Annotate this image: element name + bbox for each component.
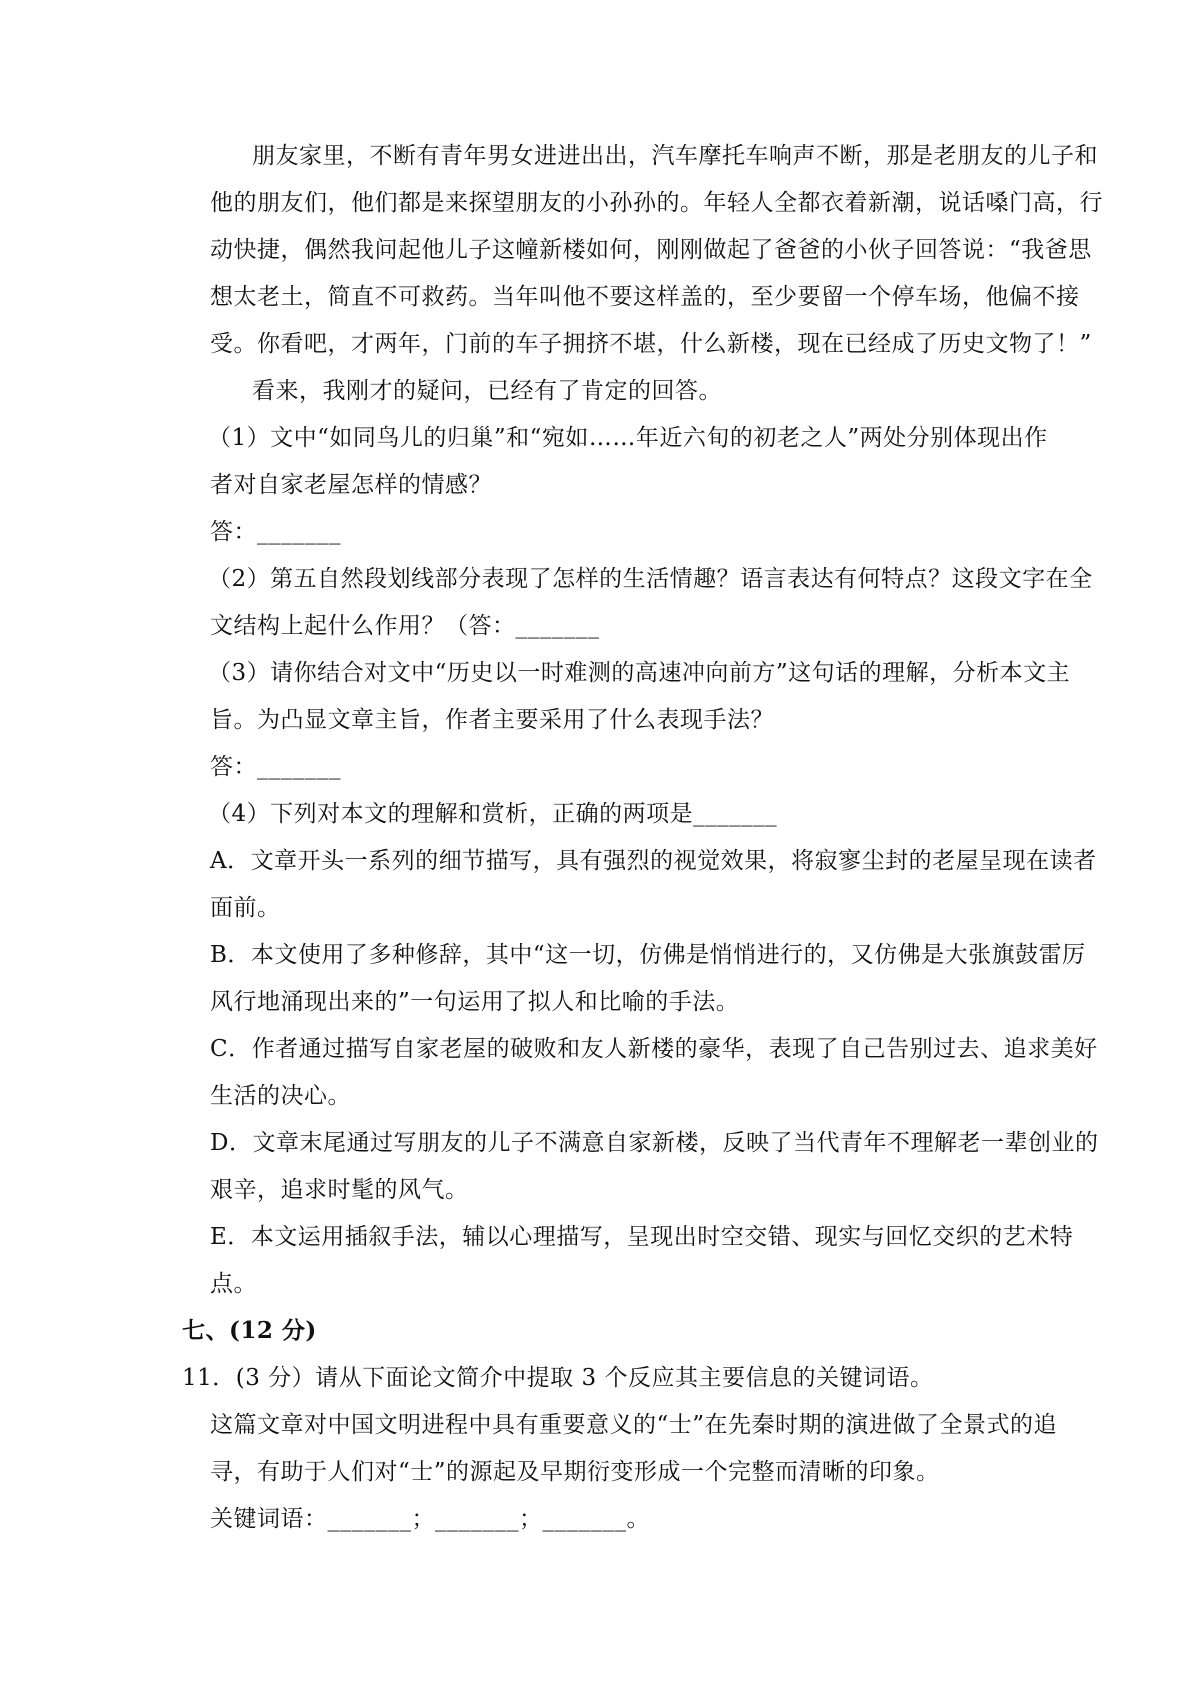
option-d-line: D．文章末尾通过写朋友的儿子不满意自家新楼，反映了当代青年不理解老一辈创业的 xyxy=(210,1130,1099,1156)
passage-line: 朋友家里，不断有青年男女进进出出，汽车摩托车响声不断，那是老朋友的儿子和 xyxy=(252,143,1098,169)
passage-line: 他的朋友们，他们都是来探望朋友的小孙孙的。年轻人全都衣着新潮，说话嗓门高，行 xyxy=(210,190,1103,216)
passage-line: 动快捷，偶然我问起他儿子这幢新楼如何，刚刚做起了爸爸的小伙子回答说：“我爸思 xyxy=(210,237,1092,263)
question-2-line: （2）第五自然段划线部分表现了怎样的生活情趣？语言表达有何特点？这段文字在全 xyxy=(208,566,1093,592)
option-c-line: C．作者通过描写自家老屋的破败和友人新楼的豪华，表现了自己告别过去、追求美好 xyxy=(210,1036,1098,1062)
answer-blank: 答：_______ xyxy=(210,754,341,780)
answer-blank: 答：_______ xyxy=(210,519,341,545)
option-d-line: 艰辛，追求时髦的风气。 xyxy=(210,1177,469,1203)
option-a-line: 面前。 xyxy=(210,895,281,921)
option-e-line: 点。 xyxy=(210,1271,257,1297)
section-heading: 七、(12 分) xyxy=(182,1317,317,1344)
question-11-line: 11．(3 分）请从下面论文简介中提取 3 个反应其主要信息的关键词语。 xyxy=(182,1365,934,1391)
option-c-line: 生活的决心。 xyxy=(210,1083,351,1109)
question-3-line: （3）请你结合对文中“历史以一时难测的高速冲向前方”这句话的理解，分析本文主 xyxy=(208,660,1071,686)
option-e-line: E．本文运用插叙手法，辅以心理描写，呈现出时空交错、现实与回忆交织的艺术特 xyxy=(210,1224,1074,1250)
question-3-line: 旨。为凸显文章主旨，作者主要采用了什么表现手法？ xyxy=(210,707,774,733)
option-b-line: 风行地涌现出来的”一句运用了拟人和比喻的手法。 xyxy=(210,989,740,1015)
keywords-answer-line: 关键词语：_______；_______；_______。 xyxy=(210,1506,650,1532)
question-4-line: （4）下列对本文的理解和赏析，正确的两项是_______ xyxy=(208,801,778,827)
question-2-line: 文结构上起什么作用？（答：_______ xyxy=(210,613,600,639)
question-1-line: 者对自家老屋怎样的情感？ xyxy=(210,472,492,498)
passage-line: 想太老土，简直不可救药。当年叫他不要这样盖的，至少要留一个停车场，他偏不接 xyxy=(210,284,1080,310)
question-11-intro-line: 这篇文章对中国文明进程中具有重要意义的“士”在先秦时期的演进做了全景式的追 xyxy=(210,1412,1058,1438)
option-a-line: A．文章开头一系列的细节描写，具有强烈的视觉效果，将寂寥尘封的老屋呈现在读者 xyxy=(210,848,1097,874)
option-b-line: B．本文使用了多种修辞，其中“这一切，仿佛是悄悄进行的，又仿佛是大张旗鼓雷厉 xyxy=(210,942,1086,968)
passage-line: 受。你看吧，才两年，门前的车子拥挤不堪，什么新楼，现在已经成了历史文物了！” xyxy=(210,331,1092,357)
passage-line: 看来，我刚才的疑问，已经有了肯定的回答。 xyxy=(252,378,722,404)
question-11-intro-line: 寻，有助于人们对“士”的源起及早期衍变形成一个完整而清晰的印象。 xyxy=(210,1459,940,1485)
question-1-line: （1）文中“如同鸟儿的归巢”和“宛如……年近六旬的初老之人”两处分别体现出作 xyxy=(208,425,1048,451)
